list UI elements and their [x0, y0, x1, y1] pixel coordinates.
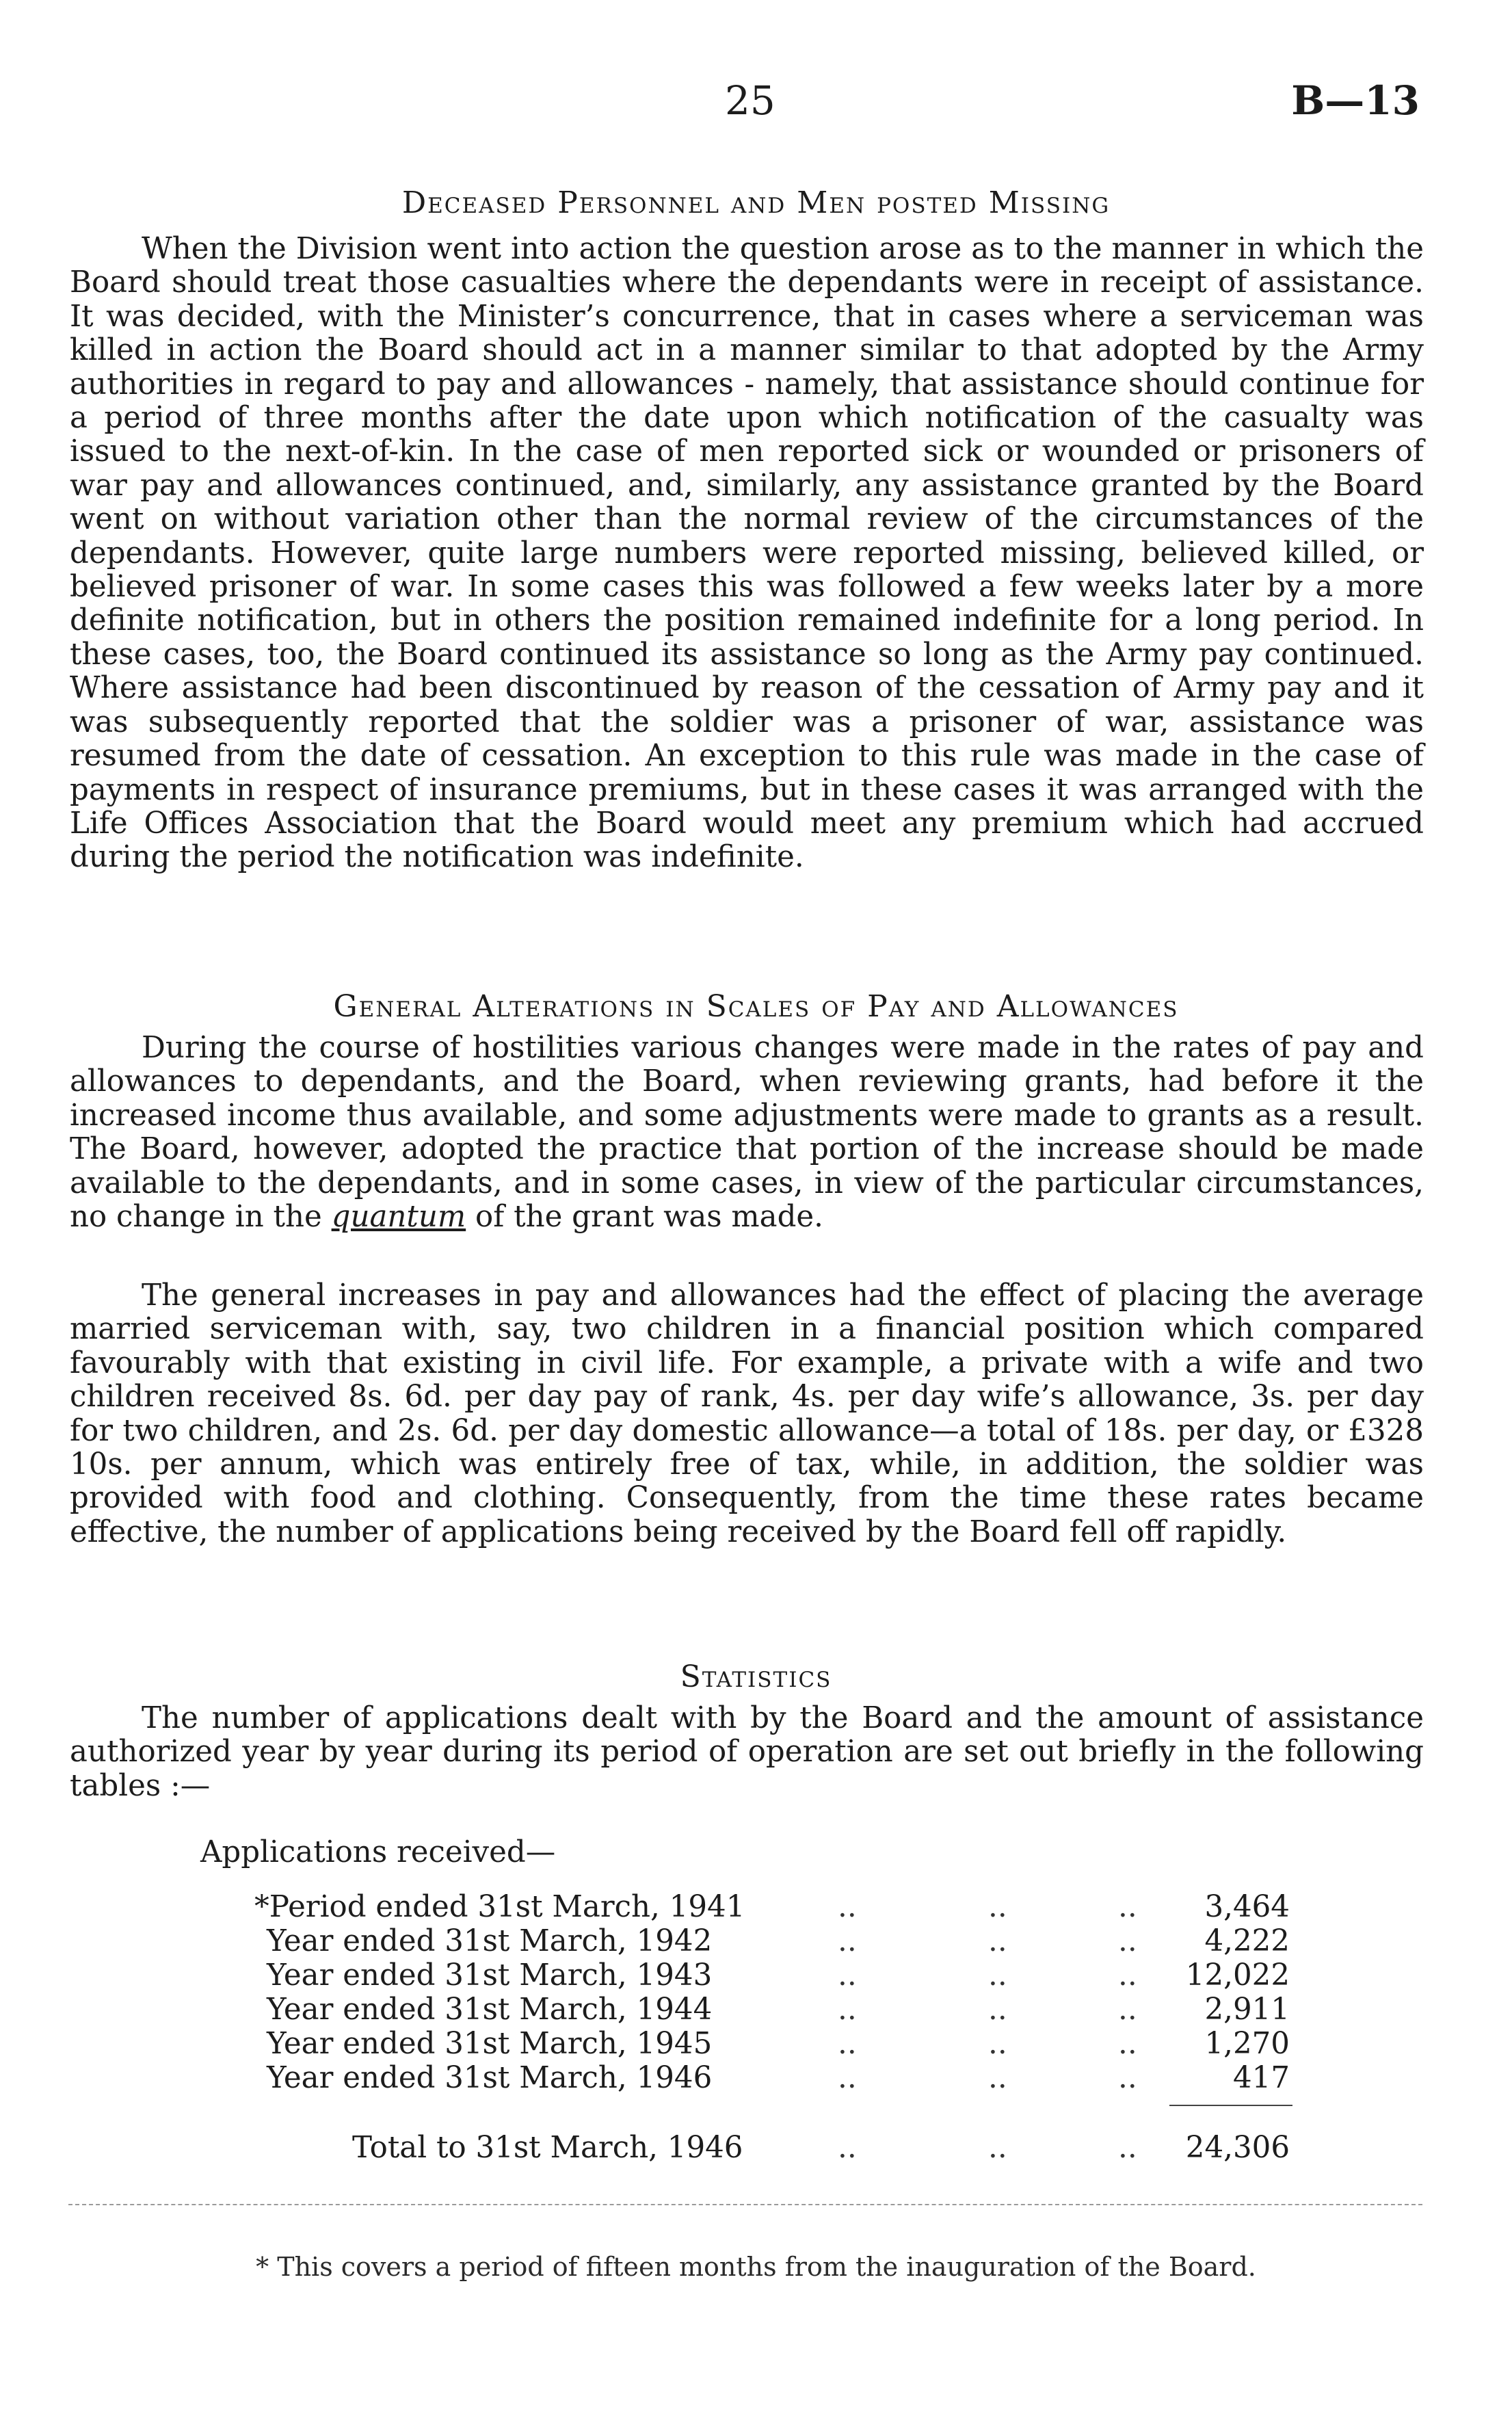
row-label: Year ended 31st March, 1942 [267, 1924, 713, 1958]
heading-statistics: Statistics [680, 1659, 832, 1694]
paragraph-changes-in-rates-text: During the course of hostilities various changes were made in the rates of pay and allowances to dependants, and the Board, when reviewing grants, had before it the increased income thus available, and some adjustments were made to grants as a result. The Board, however, adopted the practice that portion of the increase should be made available to the dependants, and in some cases, in view of the particular circumstances, no change in the [70, 1031, 1424, 1235]
heading-general-alterations: General Alterations in Scales of Pay and Allowances [333, 989, 1179, 1024]
row-value: 1,270 [1204, 2027, 1290, 2061]
row-label: Year ended 31st March, 1945 [267, 2027, 713, 2061]
dot-leader: .. [1118, 1924, 1137, 1958]
total-rule [1169, 2105, 1292, 2106]
row-value: 3,464 [1204, 1890, 1290, 1924]
dot-leader: .. [988, 1924, 1007, 1958]
row-value: 417 [1232, 2061, 1290, 2095]
dot-leader: .. [838, 2061, 857, 2095]
quantum-term: quantum [331, 1200, 466, 1235]
row-label: Year ended 31st March, 1944 [267, 1993, 713, 2027]
dot-leader: .. [838, 1924, 857, 1958]
total-value: 24,306 [1185, 2131, 1290, 2165]
paragraph-statistics-intro: The number of applications dealt with by the Board and the amount of assistance authorized year by year during its period of operation are set out briefly in the following tables :— [70, 1701, 1424, 1803]
table-row [0, 1924, 1512, 1958]
table-row [0, 2061, 1512, 2095]
dot-leader: .. [988, 2027, 1007, 2061]
dot-leader: .. [838, 2027, 857, 2061]
footnote: * This covers a period of fifteen months from the inauguration of the Board. [256, 2252, 1256, 2282]
document-reference: B—13 [1291, 77, 1420, 124]
dot-leader: .. [1118, 1890, 1137, 1924]
footnote-divider [68, 2204, 1422, 2205]
dot-leader: .. [838, 2131, 857, 2165]
dot-leader: .. [1118, 2027, 1137, 2061]
dot-leader: .. [988, 1958, 1007, 1993]
dot-leader: .. [838, 1890, 857, 1924]
paragraph-changes-in-rates-text-end: of the grant was made. [466, 1200, 824, 1235]
dot-leader: .. [1118, 1993, 1137, 2027]
heading-deceased-personnel: Deceased Personnel and Men posted Missing [401, 185, 1111, 220]
paragraph-pay-increases: The general increases in pay and allowances had the effect of placing the average married serviceman with, say, two children in a financial position which compared favourably with that existing in civil life. For example, a private with a wife and two children received 8s. 6d. per day pay of rank, 4s. per day wife’s allowance, 3s. per day for two children, and 2s. 6d. per day domestic allowance—a total of 18s. per day, or £328 10s. per annum, which was entirely free of tax, while, in addition, the soldier was provided with food and clothing. Consequently, from the time these rates became effective, the number of applications being received by the Board fell off rapidly. [70, 1278, 1424, 1549]
table-row [0, 1993, 1512, 2027]
page-number: 25 [725, 77, 775, 124]
row-value: 4,222 [1204, 1924, 1290, 1958]
table-row [0, 2027, 1512, 2061]
table-intro: Applications received— [200, 1835, 556, 1869]
total-label: Total to 31st March, 1946 [352, 2131, 743, 2165]
row-value: 12,022 [1185, 1958, 1290, 1993]
dot-leader: .. [1118, 2131, 1137, 2165]
dot-leader: .. [838, 1993, 857, 2027]
paragraph-deceased-personnel: When the Division went into action the question arose as to the manner in which the Board should treat those casualties where the dependants were in receipt of assistance. It was decided, with the Minister’s concurrence, that in cases where a serviceman was killed in action the Board should act in a manner similar to that adopted by the Army authorities in regard to pay and allowances - namely, that assistance should continue for a period of three months after the date upon which notification of the casualty was issued to the next-of-kin. In the case of men reported sick or wounded or prisoners of war pay and allowances continued, and, similarly, any assistance granted by the Board went on without variation other than the normal review of the circumstances of the dependants. However, quite large numbers were reported missing, believed killed, or believed prisoner of war. In some cases this was followed a few weeks later by a more definite notification, but in others the position remained indefinite for a long period. In these cases, too, the Board continued its assistance so long as the Army pay continued. Where assistance had been discontinued by reason of the cessation of Army pay and it was subsequently reported that the soldier was a prisoner of war, assistance was resumed from the date of cessation. An exception to this rule was made in the case of payments in respect of insurance premiums, but in these cases it was arranged with the Life Offices Association that the Board would meet any premium which had accrued during the period the notification was indefinite. [70, 232, 1424, 875]
row-label: Year ended 31st March, 1943 [267, 1958, 713, 1993]
dot-leader: .. [988, 1890, 1007, 1924]
table-row [0, 1890, 1512, 1924]
total-row [0, 2131, 1512, 2165]
row-label: Year ended 31st March, 1946 [267, 2061, 713, 2095]
row-label: *Period ended 31st March, 1941 [254, 1890, 745, 1924]
dot-leader: .. [1118, 2061, 1137, 2095]
paragraph-changes-in-rates [70, 1031, 1424, 1234]
row-value: 2,911 [1204, 1993, 1290, 2027]
dot-leader: .. [1118, 1958, 1137, 1993]
table-row [0, 1958, 1512, 1993]
dot-leader: .. [838, 1958, 857, 1993]
dot-leader: .. [988, 1993, 1007, 2027]
dot-leader: .. [988, 2061, 1007, 2095]
dot-leader: .. [988, 2131, 1007, 2165]
